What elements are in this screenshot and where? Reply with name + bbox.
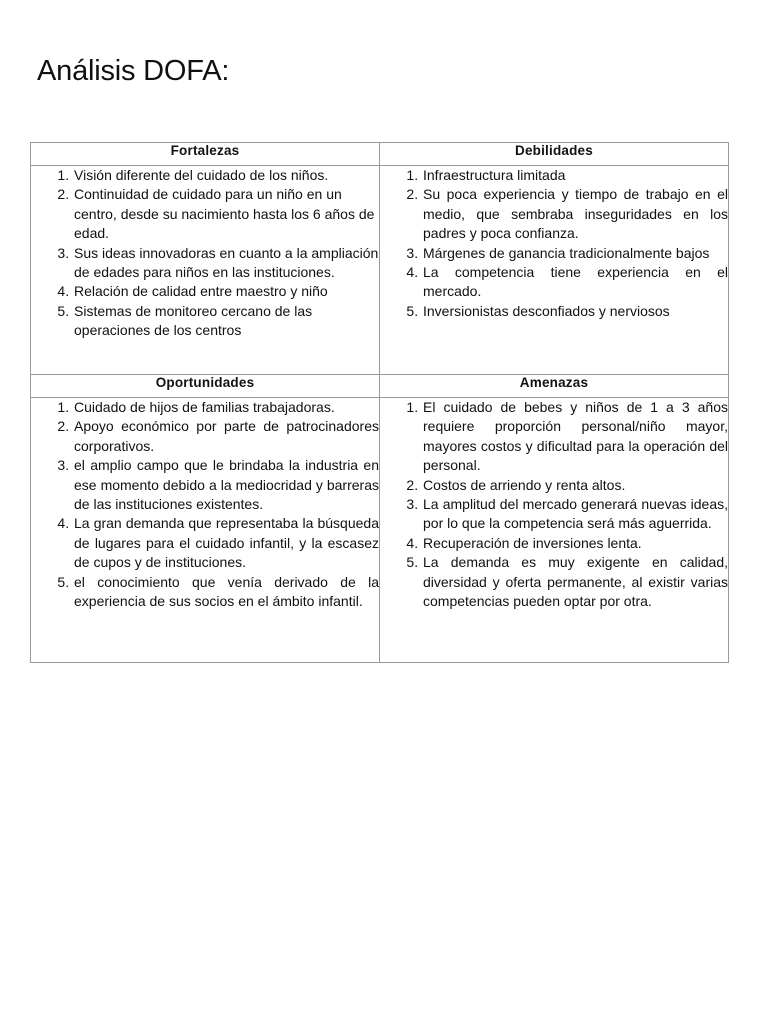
dofa-table bbox=[30, 142, 729, 663]
dofa-header-row-2 bbox=[31, 375, 729, 398]
list-item: 2. Continuidad de cuidado para un niño en un centro, desde su nacimiento hasta los 6 años de edad. bbox=[73, 185, 379, 243]
list-item: 1. Cuidado de hijos de familias trabajadoras. bbox=[73, 398, 379, 417]
list-item: 4. Recuperación de inversiones lenta. bbox=[422, 534, 728, 553]
list-item: 3. el amplio campo que le brindaba la industria en ese momento debido a la mediocridad y barreras de las instituciones existentes. bbox=[73, 456, 379, 514]
list-item: 1. Visión diferente del cuidado de los niños. bbox=[73, 166, 379, 185]
oportunidades-heading: Oportunidades bbox=[31, 375, 380, 398]
amenazas-heading: Amenazas bbox=[380, 375, 729, 398]
list-item: 3. Márgenes de ganancia tradicionalmente bajos bbox=[422, 244, 728, 263]
oportunidades-list bbox=[31, 398, 379, 611]
amenazas-list bbox=[380, 398, 728, 611]
list-item: 1. Infraestructura limitada bbox=[422, 166, 728, 185]
debilidades-heading: Debilidades bbox=[380, 143, 729, 166]
fortalezas-cell bbox=[31, 166, 380, 375]
list-item: 5. Inversionistas desconfiados y nerviosos bbox=[422, 302, 728, 321]
list-item: 1. El cuidado de bebes y niños de 1 a 3 años requiere proporción personal/niño mayor, mayores costos y dificultad para la operación del personal. bbox=[422, 398, 728, 476]
list-item: 5. el conocimiento que venía derivado de la experiencia de sus socios en el ámbito infantil. bbox=[73, 573, 379, 612]
list-item: 3. La amplitud del mercado generará nuevas ideas, por lo que la competencia será más aguerrida. bbox=[422, 495, 728, 534]
oportunidades-cell bbox=[31, 398, 380, 663]
fortalezas-list bbox=[31, 166, 379, 341]
dofa-content-row-1 bbox=[31, 166, 729, 375]
dofa-content-row-2 bbox=[31, 398, 729, 663]
list-item: 4. Relación de calidad entre maestro y niño bbox=[73, 282, 379, 301]
dofa-header-row-1 bbox=[31, 143, 729, 166]
list-item: 4. La competencia tiene experiencia en el mercado. bbox=[422, 263, 728, 302]
list-item: 4. La gran demanda que representaba la búsqueda de lugares para el cuidado infantil, y la escasez de cupos y de instituciones. bbox=[73, 514, 379, 572]
list-item: 2. Costos de arriendo y renta altos. bbox=[422, 476, 728, 495]
page-title: Análisis DOFA: bbox=[37, 55, 230, 87]
list-item: 3. Sus ideas innovadoras en cuanto a la ampliación de edades para niños en las instituciones. bbox=[73, 244, 379, 283]
list-item: 5. La demanda es muy exigente en calidad, diversidad y oferta permanente, al existir varias competencias pueden optar por otra. bbox=[422, 553, 728, 611]
amenazas-cell bbox=[380, 398, 729, 663]
list-item: 2. Apoyo económico por parte de patrocinadores corporativos. bbox=[73, 417, 379, 456]
list-item: 2. Su poca experiencia y tiempo de trabajo en el medio, que sembraba inseguridades en los padres y poca confianza. bbox=[422, 185, 728, 243]
fortalezas-heading: Fortalezas bbox=[31, 143, 380, 166]
list-item: 5. Sistemas de monitoreo cercano de las operaciones de los centros bbox=[73, 302, 379, 341]
debilidades-cell bbox=[380, 166, 729, 375]
debilidades-list bbox=[380, 166, 728, 321]
